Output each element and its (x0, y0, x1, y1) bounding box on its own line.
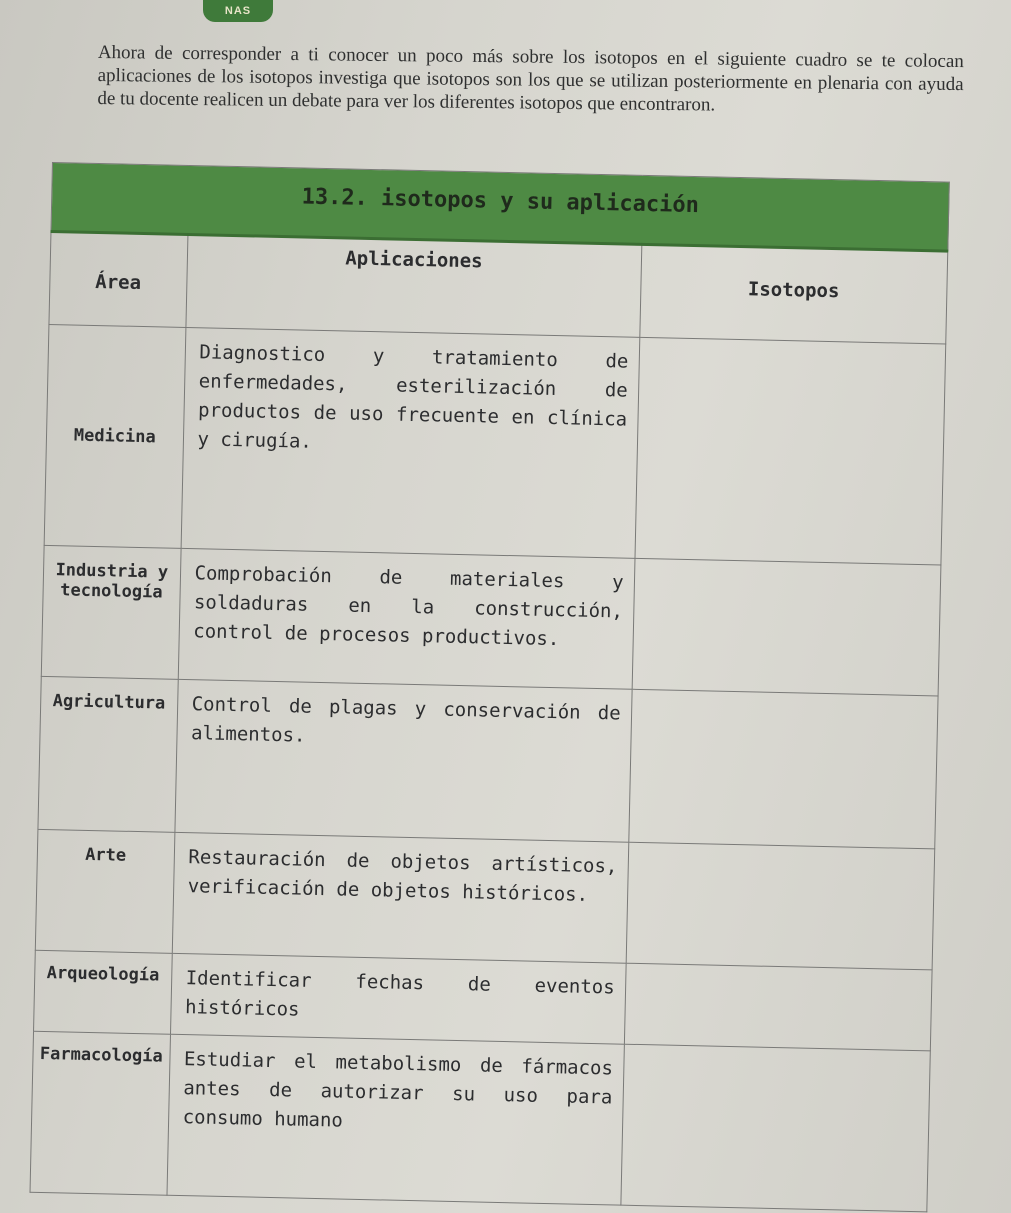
isotope-answer-cell[interactable] (620, 1044, 930, 1212)
area-cell: Agricultura (38, 676, 178, 832)
application-cell: Identificar fechas de eventos históricos (170, 953, 626, 1044)
table-row (41, 545, 941, 696)
area-cell: Farmacología (30, 1031, 170, 1195)
area-cell: Industria y tecnología (41, 545, 180, 679)
header-aplicaciones: Aplicaciones (185, 234, 641, 337)
isotope-answer-cell[interactable] (635, 337, 946, 565)
page-stamp: NAS (203, 0, 273, 22)
application-cell: Diagnostico y tratamiento de enfermedades, esterilización de productos de uso frecuente en clínica y cirugía. (181, 327, 640, 558)
application-cell: Control de plagas y conservación de alimentos. (174, 679, 631, 842)
isotope-answer-cell[interactable] (626, 842, 935, 970)
application-cell: Restauración de objetos artísticos, verificación de objetos históricos. (172, 832, 629, 963)
isotope-answer-cell[interactable] (628, 689, 938, 849)
area-cell: Medicina (44, 324, 185, 548)
application-cell: Estudiar el metabolismo de fármacos antes de autorizar su uso para consumo humano (167, 1034, 624, 1205)
area-cell: Arte (35, 829, 174, 953)
table-row (30, 1031, 930, 1212)
instruction-paragraph: Ahora de corresponder a ti conocer un poco más sobre los isotopos en el siguiente cuadro se te colocan aplicaciones de los isotopos investiga que isotopos son los que se utilizan posteriormente en plenaria con ayuda de tu docente realicen un debate para ver los diferentes isotopos que encontraron. (97, 41, 964, 116)
isotope-answer-cell[interactable] (632, 558, 941, 696)
isotopes-table-container (30, 162, 950, 1201)
area-cell: Arqueología (34, 950, 172, 1034)
header-isotopos: Isotopos (639, 244, 947, 344)
isotope-answer-cell[interactable] (624, 963, 932, 1051)
table-row (38, 676, 938, 849)
table-title: 13.2. isotopos y su aplicación (51, 163, 949, 252)
application-cell: Comprobación de materiales y soldaduras en la construcción, control de procesos productivos. (178, 548, 635, 689)
table-row (44, 324, 946, 565)
header-area: Área (49, 231, 188, 327)
isotopes-table (30, 162, 950, 1212)
table-row (35, 829, 934, 970)
